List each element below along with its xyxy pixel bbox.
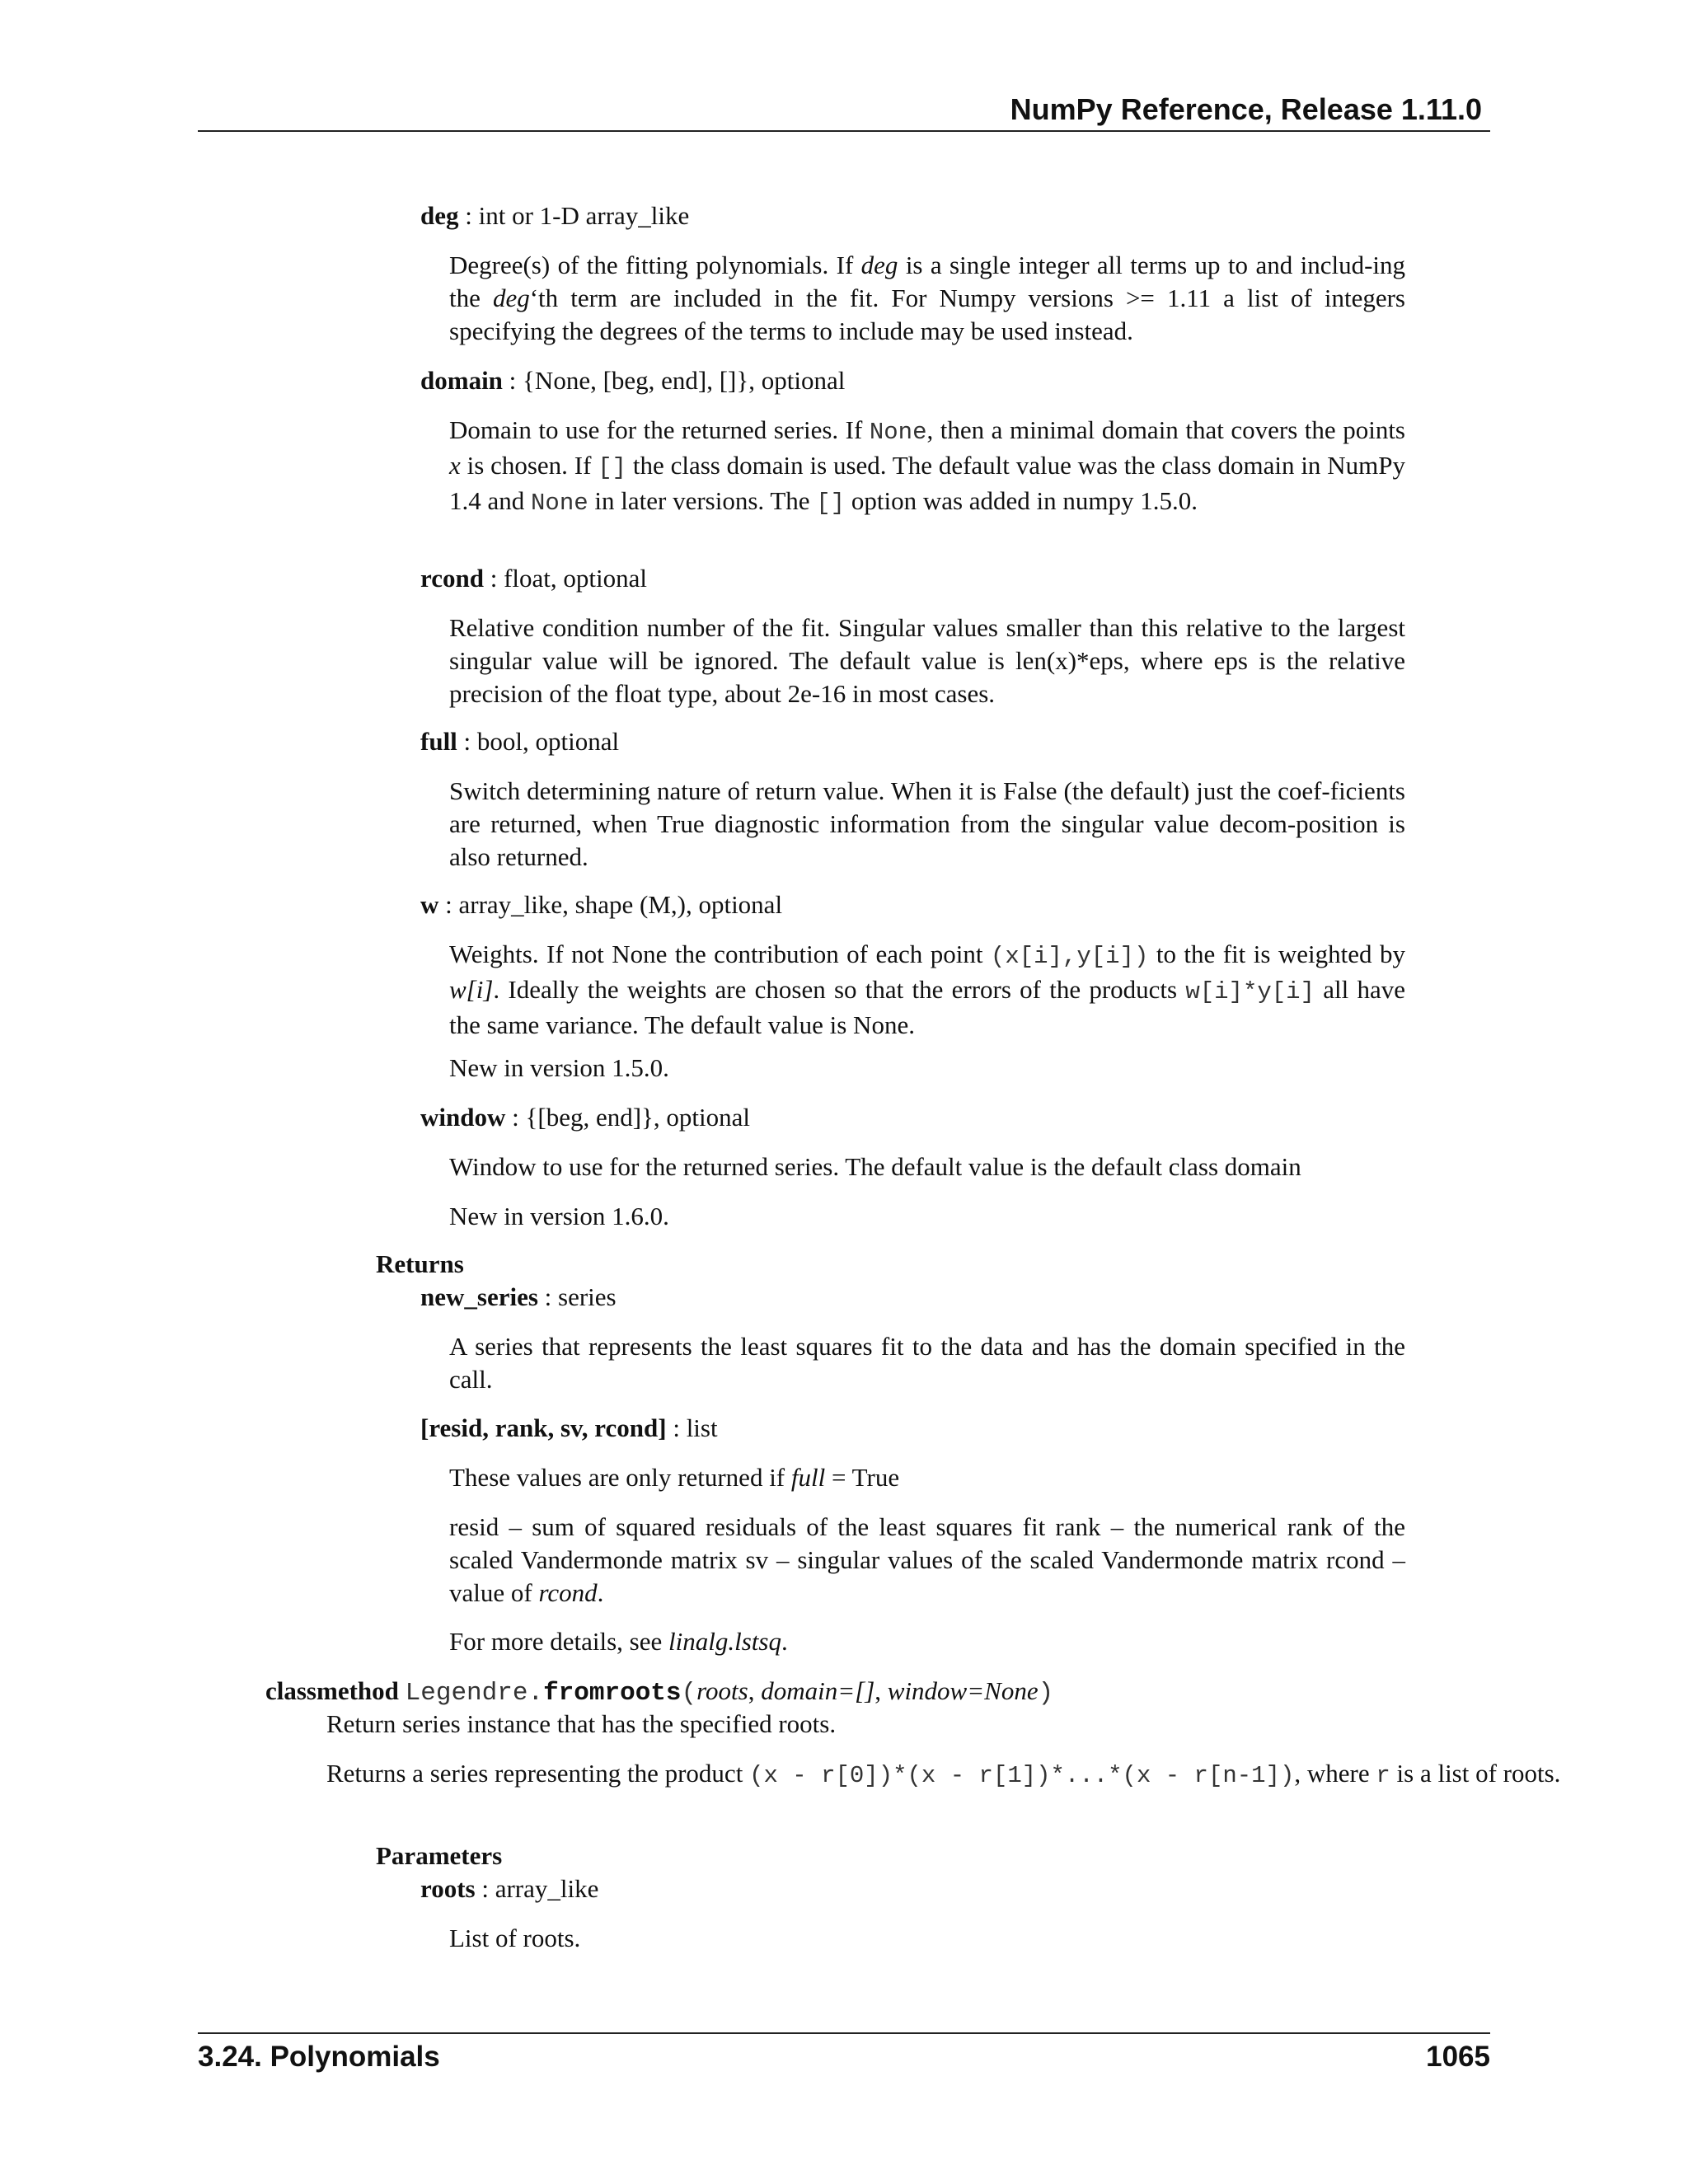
return-sep: :	[537, 1282, 559, 1311]
param-name: domain	[420, 366, 503, 395]
signature-arg: domain=[]	[761, 1676, 875, 1705]
text: is a single integer all terms up to and includ-ing the	[449, 251, 1406, 312]
signature-function: fromroots	[543, 1679, 682, 1708]
signature-keyword: classmethod	[265, 1676, 399, 1705]
text-italic: rcond	[538, 1578, 598, 1607]
param-sep: :	[458, 201, 479, 230]
text: is a list of roots.	[1390, 1759, 1561, 1788]
param-w	[420, 888, 782, 921]
text: to the fit is weighted by	[1148, 940, 1406, 968]
param-name: window	[420, 1103, 506, 1132]
param-name: roots	[420, 1874, 476, 1903]
return-resid	[420, 1412, 718, 1445]
param-roots	[420, 1872, 598, 1905]
inline-code: None	[869, 419, 927, 446]
param-sep: :	[502, 366, 523, 395]
param-deg	[420, 199, 689, 232]
text: .	[597, 1578, 604, 1607]
inline-code: w[i]*y[i]	[1185, 978, 1315, 1005]
header-rule	[198, 130, 1490, 132]
text: is chosen. If	[460, 451, 598, 480]
running-header: NumPy Reference, Release 1.11.0	[1010, 92, 1482, 126]
inline-code: None	[531, 490, 588, 517]
param-sep: :	[505, 1103, 526, 1132]
return-sep: :	[666, 1413, 687, 1442]
text: = True	[825, 1463, 900, 1492]
return-new-series-description: A series that represents the least squares fit to the data and has the domain specified in the call.	[449, 1332, 1405, 1394]
inline-code: r	[1376, 1762, 1390, 1789]
return-resid-description	[449, 1511, 1405, 1610]
signature-arg: window=None	[887, 1676, 1039, 1705]
footer-rule	[198, 2032, 1490, 2034]
signature-class: Legendre.	[405, 1679, 544, 1708]
fromroots-summary: Return series instance that has the specified roots.	[326, 1709, 837, 1738]
param-type: array_like	[495, 1874, 599, 1903]
text-italic: deg	[492, 284, 530, 312]
text: Degree(s) of the fitting polynomials. If	[449, 251, 861, 279]
param-deg-description	[449, 249, 1405, 348]
param-type: int or 1-D array_like	[478, 201, 690, 230]
param-name: rcond	[420, 564, 484, 593]
param-full	[420, 725, 619, 758]
param-type: {[beg, end]}, optional	[525, 1103, 751, 1132]
signature-comma: ,	[874, 1676, 888, 1705]
return-name: [resid, rank, sv, rcond]	[420, 1413, 667, 1442]
text: .	[781, 1627, 788, 1656]
text: ‘th term are included in the fit. For Numpy versions >= 1.11 a list of integers specifying the degrees of the terms to include may be used instead.	[449, 284, 1405, 345]
param-domain	[420, 364, 845, 397]
text: Weights. If not None the contribution of each point	[449, 940, 991, 968]
page-number: 1065	[1426, 2041, 1490, 2073]
param-window-version: New in version 1.6.0.	[449, 1202, 669, 1230]
return-resid-note	[449, 1461, 899, 1494]
text: Domain to use for the returned series. If	[449, 415, 870, 444]
text: , then a minimal domain that covers the points	[926, 415, 1405, 444]
fromroots-signature	[265, 1675, 1053, 1710]
param-w-description	[449, 938, 1405, 1042]
text: the class domain is used. The default value was the class domain in NumPy 1.4 and	[449, 451, 1405, 515]
param-window-description: Window to use for the returned series. The default value is the default class domain	[449, 1152, 1301, 1181]
text-italic: full	[790, 1463, 826, 1492]
param-w-version: New in version 1.5.0.	[449, 1053, 669, 1082]
return-resid-see-also	[449, 1625, 788, 1658]
text: Returns a series representing the product	[326, 1759, 750, 1788]
text-italic: deg	[860, 251, 898, 279]
text: For more details, see	[449, 1627, 669, 1656]
text: These values are only returned if	[449, 1463, 791, 1492]
param-sep: :	[475, 1874, 495, 1903]
param-name: deg	[420, 201, 459, 230]
signature-open: (	[681, 1679, 697, 1708]
text: resid – sum of squared residuals of the least squares fit rank – the numerical rank of the scaled Vandermonde matrix sv – singular values of the scaled Vandermonde matrix rcond – value of	[449, 1512, 1405, 1607]
link-linalg-lstsq[interactable]: linalg.lstsq	[668, 1627, 781, 1656]
param-name: full	[420, 727, 457, 756]
param-full-description: Switch determining nature of return value. When it is False (the default) just the coef-ficients are returned, when True diagnostic information from the singular value decom-position is also returned.	[449, 776, 1405, 871]
return-type: series	[558, 1282, 617, 1311]
text: option was added in numpy 1.5.0.	[845, 486, 1198, 515]
signature-arg: roots	[696, 1676, 748, 1705]
param-rcond	[420, 562, 647, 595]
param-type: {None, [beg, end], []}, optional	[523, 366, 846, 395]
param-type: bool, optional	[476, 727, 620, 756]
text: . Ideally the weights are chosen so that the errors of the products	[493, 975, 1186, 1004]
fromroots-parameters-heading: Parameters	[376, 1841, 503, 1870]
fromroots-description	[326, 1757, 1625, 1793]
text-italic: x	[449, 451, 461, 480]
return-name: new_series	[420, 1282, 538, 1311]
param-type: array_like, shape (M,), optional	[458, 890, 783, 919]
footer-section: 3.24. Polynomials	[198, 2041, 440, 2073]
param-sep: :	[483, 564, 504, 593]
param-domain-description	[449, 414, 1405, 520]
param-window	[420, 1101, 750, 1134]
param-roots-description: List of roots.	[449, 1924, 581, 1952]
signature-comma: ,	[748, 1676, 762, 1705]
signature-close: )	[1038, 1679, 1054, 1708]
param-sep: :	[457, 727, 477, 756]
text: , where	[1294, 1759, 1370, 1788]
return-type: list	[686, 1413, 718, 1442]
inline-code: (x[i],y[i])	[990, 943, 1149, 970]
inline-code: []	[598, 454, 627, 481]
text: all have the same variance. The default value is None.	[449, 975, 1405, 1039]
inline-code: []	[816, 490, 846, 517]
returns-heading: Returns	[376, 1249, 464, 1278]
return-new-series	[420, 1281, 617, 1314]
param-type: float, optional	[504, 564, 647, 593]
param-sep: :	[438, 890, 459, 919]
param-rcond-description: Relative condition number of the fit. Singular values smaller than this relative to the largest singular value will be ignored. The default value is len(x)*eps, where eps is the relative precision of the float type, about 2e-16 in most cases.	[449, 613, 1405, 708]
param-name: w	[420, 890, 439, 919]
text: in later versions. The	[588, 486, 817, 515]
text-italic: w[i]	[449, 975, 494, 1004]
inline-code: (x - r[0])*(x - r[1])*...*(x - r[n-1])	[749, 1762, 1295, 1789]
